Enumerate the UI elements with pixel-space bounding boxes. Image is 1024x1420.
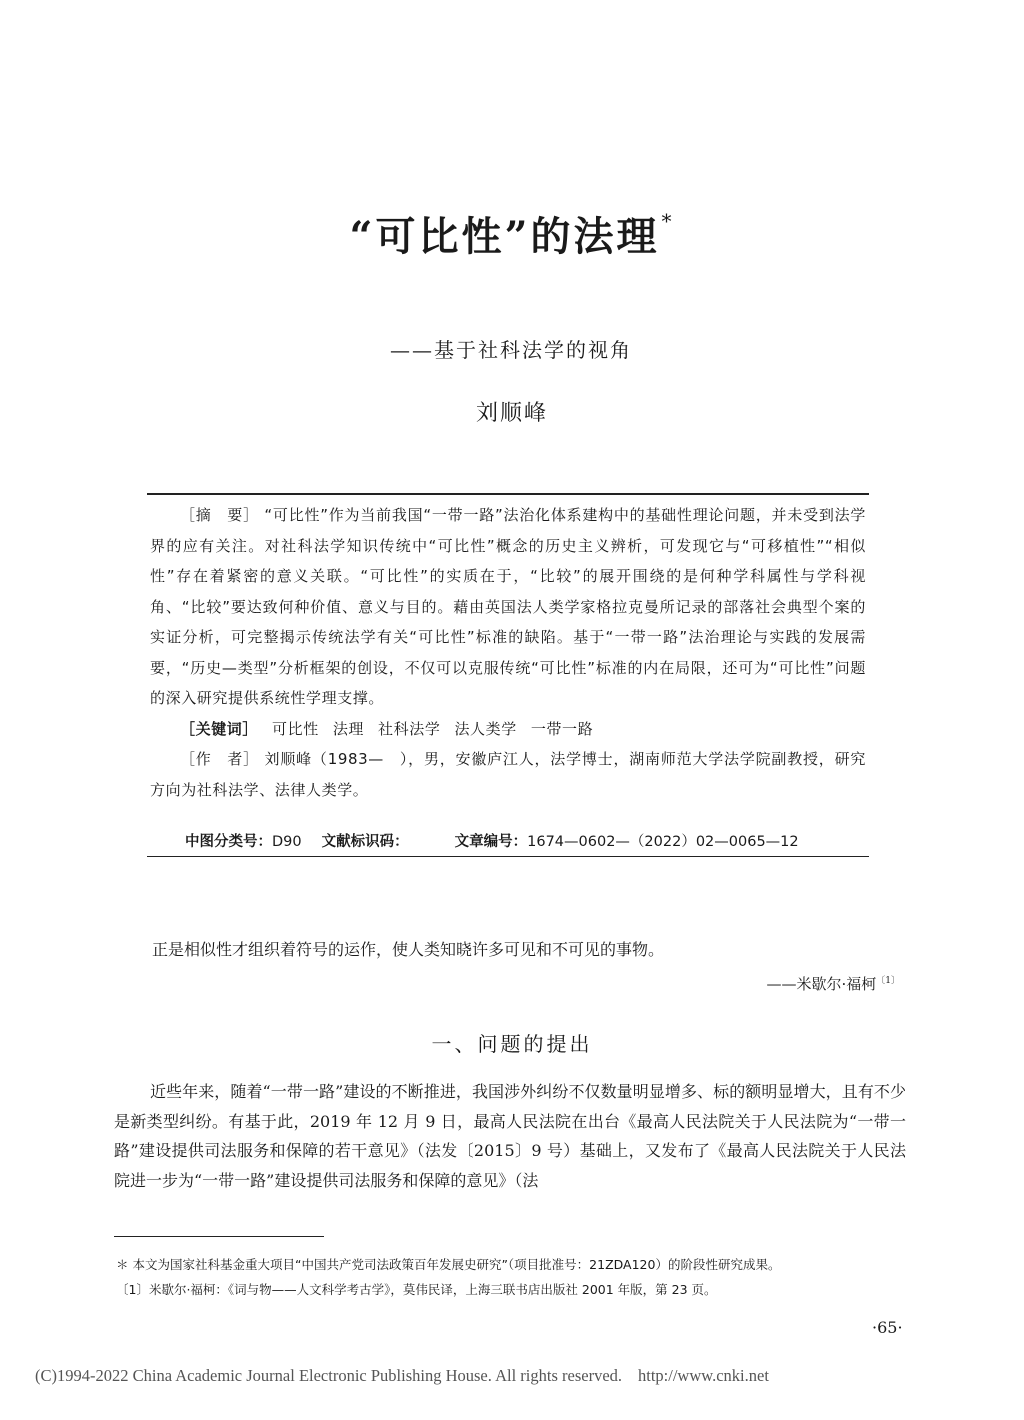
copyright-line <box>35 1366 769 1386</box>
keyword-item: 法理 <box>332 719 365 738</box>
copyright-url[interactable]: http://www.cnki.net <box>638 1366 769 1385</box>
abstract-top-rule <box>147 493 869 495</box>
footnote-item: ＊ 本文为国家社科基金重大项目“中国共产党司法政策百年发展史研究”（项目批准号：21ZDA120）的阶段性研究成果。 <box>116 1257 781 1272</box>
article-no-label: 文章编号： <box>454 834 528 850</box>
title-text: “可比性”的法理 <box>349 213 660 260</box>
article-title <box>0 205 1024 262</box>
abstract-block <box>150 500 866 805</box>
abstract-text: “可比性”作为当前我国“一带一路”法治化体系建构中的基础性理论问题，并未受到法学界的应有关注。对社科法学知识传统中“可比性”概念的历史主义辨析，可发现它与“可移植性”“相似性”存在着紧密的意义关联。“可比性”的实质在于，“比较”的展开围绕的是何种学科属性与学科视角、“比较”要达致何种价值、意义与目的。藉由英国法人类学家格拉克曼所记录的部落社会典型个案的实证分析，可完整揭示传统法学有关“可比性”标准的缺陷。基于“一带一路”法治理论与实践的发展需要，“历史—类型”分析框架的创设，不仅可以克服传统“可比性”标准的内在局限，还可为“可比性”问题的深入研究提供系统性学理支撑。 <box>150 506 866 707</box>
author-info-text: 刘顺峰（1983— ），男，安徽庐江人，法学博士，湖南师范大学法学院副教授，研究方向为社科法学、法律人类学。 <box>150 750 866 799</box>
keywords-label: ［关键词］ <box>180 719 259 738</box>
author-name: 刘顺峰 <box>475 401 548 426</box>
keyword-item: 可比性 <box>272 719 319 738</box>
doc-code-label: 文献标识码： <box>321 834 409 850</box>
body-paragraph: 近些年来，随着“一带一路”建设的不断推进，我国涉外纠纷不仅数量明显增多、标的额明显增大，且有不少是新类型纠纷。有基于此，2019 年 12 月 9 日，最高人民法院在出台《最高人民法院关于人民法院为“一带一路”建设提供司法服务和保障的若干意见》（法发〔2015〕9 号）基础上，又发布了《最高人民法院关于人民法院进一步为“一带一路”建设提供司法服务和保障的意见》（法 <box>114 1082 906 1190</box>
abstract-label: ［摘 要］ <box>180 506 259 524</box>
footnotes <box>116 1252 916 1302</box>
section-heading: 一、问题的提出 <box>431 1032 593 1056</box>
keyword-item: 法人类学 <box>454 719 517 738</box>
clc-label: 中图分类号： <box>185 834 272 850</box>
article-no-value: 1674—0602—（2022）02—0065—12 <box>527 834 799 850</box>
epigraph-source-text: ——米歇尔·福柯 <box>766 975 877 993</box>
epigraph-source <box>766 973 900 994</box>
article-subtitle: ——基于社科法学的视角 <box>390 338 632 362</box>
abstract-bottom-rule <box>147 856 869 857</box>
epigraph-note-mark: 〔1〕 <box>876 976 900 986</box>
author-info-label: ［作 者］ <box>180 750 259 768</box>
author-info-paragraph <box>150 744 866 805</box>
clc-value: D90 <box>272 834 302 850</box>
copyright-text: (C)1994-2022 China Academic Journal Electronic Publishing House. All rights reserved. <box>35 1366 623 1385</box>
footnote-item: 〔1〕米歇尔·福柯：《词与物——人文科学考古学》，莫伟民译，上海三联书店出版社 2001 年版，第 23 页。 <box>116 1282 717 1297</box>
abstract-paragraph <box>150 500 866 714</box>
page-number: ·65· <box>872 1318 903 1337</box>
title-footnote-mark: * <box>661 209 675 233</box>
keyword-item: 一带一路 <box>530 719 594 738</box>
classification-line <box>185 830 799 851</box>
keyword-item: 社科法学 <box>378 719 441 738</box>
footnote-rule <box>114 1236 324 1237</box>
body-text <box>114 1077 906 1195</box>
epigraph-quote: 正是相似性才组织着符号的运作，使人类知晓许多可见和不可见的事物。 <box>152 940 665 959</box>
keywords-line <box>150 714 866 745</box>
